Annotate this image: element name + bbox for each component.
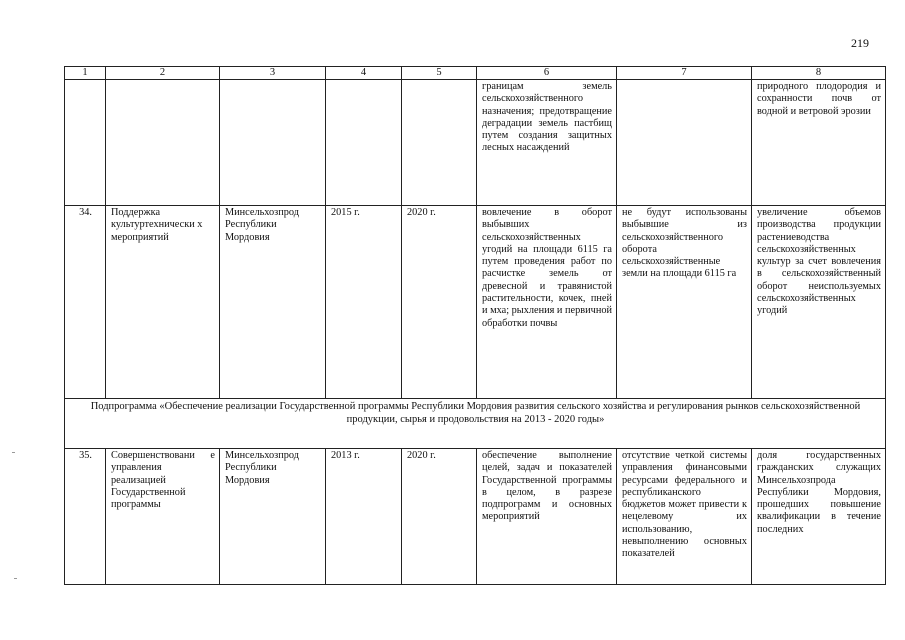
page-number: 219: [851, 36, 869, 50]
cell-measure-name: Совершенствовани е управления реализацией Государственной программы: [106, 449, 220, 585]
cell-consequences: отсутствие четкой системы управления финансовыми ресурсами федерального и республиканского бюджетов может привести к нецелевому их использованию, невыполнению основных показателей: [617, 449, 752, 585]
cell-expected-result: обеспечение выполнение целей, задач и показателей Государственной программы в целом, в разрезе подпрограмм и основных мероприятий: [477, 449, 617, 585]
cell-empty: [106, 80, 220, 206]
column-number: 2: [106, 67, 220, 80]
column-number: 5: [402, 67, 477, 80]
cell-indicator-link: увеличение объемов производства продукции растениеводства сельскохозяйственных культур за счет вовлечения в сельскохозяйственный оборот неиспользуемых сельскохозяйственных угодий: [752, 206, 886, 399]
scan-speck: [12, 452, 15, 453]
column-number: 3: [220, 67, 326, 80]
cell-end-year: 2020 г.: [402, 449, 477, 585]
column-number: 6: [477, 67, 617, 80]
cell-expected-result: вовлечение в оборот выбывших сельскохозяйственных угодий на площади 6115 га путем проведения работ по расчистке земель от древесной и травянистой растительности, кочек, пней и мха; рыхления и первичной обработки почвы: [477, 206, 617, 399]
cell-number: 34.: [65, 206, 106, 399]
cell-end-year: 2020 г.: [402, 206, 477, 399]
column-number: 7: [617, 67, 752, 80]
cell-empty: [220, 80, 326, 206]
cell-start-year: 2015 г.: [326, 206, 402, 399]
scan-speck: [14, 578, 17, 579]
table-row-35: [65, 449, 886, 585]
subprogram-title: Подпрограмма «Обеспечение реализации Государственной программы Республики Мордовия развития сельского хозяйства и регулирования рынков сельскохозяйственной продукции, сырья и продовольствия на 2013 - 2020 годы»: [65, 399, 886, 449]
cell-empty: [65, 80, 106, 206]
column-number: 4: [326, 67, 402, 80]
cell-empty: [617, 80, 752, 206]
column-number: 8: [752, 67, 886, 80]
cell-start-year: 2013 г.: [326, 449, 402, 585]
cell-empty: [402, 80, 477, 206]
cell-executor: Минсельхозпрод Республики Мордовия: [220, 206, 326, 399]
cell-indicator-link: доля государственных гражданских служащих Минсельхозпрода Республики Мордовия, прошедших повышение квалификации в течение последних: [752, 449, 886, 585]
column-number: 1: [65, 67, 106, 80]
cell-number: 35.: [65, 449, 106, 585]
cell-empty: [326, 80, 402, 206]
cell-measure-name: Поддержка культуртехнически х мероприятий: [106, 206, 220, 399]
cell-indicator-link: природного плодородия и сохранности почв от водной и ветровой эрозии: [752, 80, 886, 206]
subprogram-row: [65, 399, 886, 449]
measures-table: [64, 66, 886, 585]
table-row-34: [65, 206, 886, 399]
cell-expected-result: границам земель сельскохозяйственного назначения; предотвращение деградации земель пастбищ путем создания защитных лесных насаждений: [477, 80, 617, 206]
column-number-row: [65, 67, 886, 80]
cell-executor: Минсельхозпрод Республики Мордовия: [220, 449, 326, 585]
cell-consequences: не будут использованы выбывшие из сельскохозяйственного оборота сельскохозяйственные земли на площади 6115 га: [617, 206, 752, 399]
table-row-continued: [65, 80, 886, 206]
